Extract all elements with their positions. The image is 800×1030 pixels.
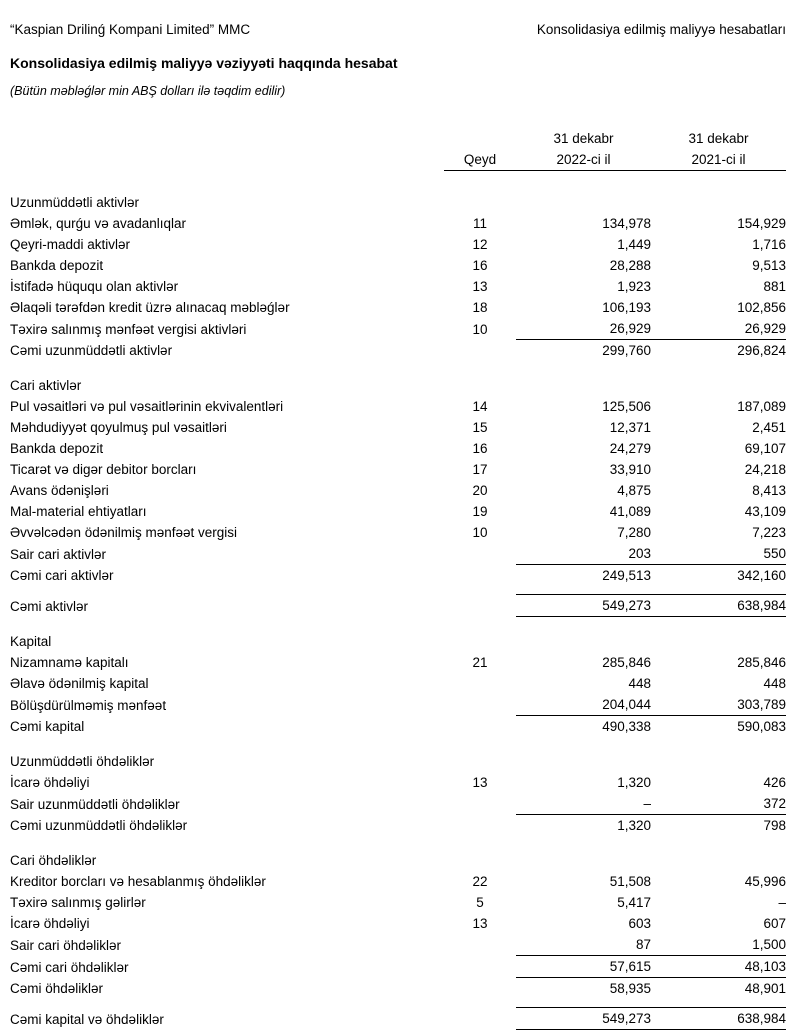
row-label: Məhdudiyyət qoyulmuş pul vəsaitləri — [10, 420, 227, 435]
spacer-row — [10, 617, 786, 632]
row-label: Sair cari aktivlər — [10, 546, 107, 562]
table-row — [10, 318, 786, 340]
total-row — [10, 956, 786, 978]
row-label: Pul vəsaitləri və pul vəsaitlərinin ekvivalentləri — [10, 399, 284, 414]
row-value-year2: 285,846 — [737, 655, 786, 670]
empty-y1 — [516, 751, 651, 772]
row-label: Əmlək, qurǵu və avadanlıqlar — [10, 216, 187, 231]
row-note — [444, 934, 516, 956]
row-note: 11 — [472, 216, 487, 231]
row-value-year1: 26,929 — [609, 321, 651, 336]
total-liabilities-value-year1: 58,935 — [516, 978, 651, 1000]
section-heading-row — [10, 751, 786, 772]
row-value-year2: 9,513 — [752, 258, 786, 273]
empty-note — [444, 751, 516, 772]
row-value-year2: 303,789 — [737, 697, 786, 712]
row-value-year1: 1,923 — [617, 279, 651, 294]
header-document-type: Konsolidasiya edilmiş maliyyə hesabatları — [536, 22, 786, 37]
total-value-year2: 590,083 — [651, 716, 786, 738]
row-label: Nizamnamə kapitalı — [10, 655, 129, 670]
row-label: Qeyri-maddi aktivlər — [10, 237, 131, 252]
row-note: 19 — [472, 504, 488, 519]
section-heading-equity: Kapital — [10, 634, 52, 649]
section-heading-noncurrent-assets: Uzunmüddətli aktivlər — [10, 195, 140, 210]
table-row — [10, 459, 786, 480]
row-label: Avans ödənişləri — [10, 483, 109, 498]
row-value-year2: 448 — [763, 676, 786, 691]
empty-y1 — [516, 631, 651, 652]
table-row — [10, 234, 786, 255]
row-note: 14 — [472, 399, 488, 414]
row-value-year2: 69,107 — [744, 441, 786, 456]
row-value-year2: 2,451 — [752, 420, 786, 435]
row-value-year2: 154,929 — [737, 216, 786, 231]
table-row — [10, 480, 786, 501]
row-label: Bankda depozit — [10, 258, 104, 273]
row-value-year1: 134,978 — [602, 216, 651, 231]
total-value-year2: 296,824 — [651, 340, 786, 362]
empty-note — [444, 850, 516, 871]
grand-total-equity-liabilities-value-year2: 638,984 — [651, 1008, 786, 1030]
row-value-year1: 448 — [628, 676, 651, 691]
row-value-year2: 1,500 — [752, 937, 786, 952]
table-row — [10, 522, 786, 543]
row-label: Kreditor borcları və hesablanmış öhdəliklər — [10, 874, 266, 889]
column-header-note: Qeyd — [463, 152, 497, 167]
row-value-year1: 24,279 — [609, 441, 651, 456]
row-label: Bölüşdürülməmiş mənfəət — [10, 697, 167, 713]
row-value-year1: 33,910 — [609, 462, 651, 477]
row-note — [444, 694, 516, 716]
table-header-row — [10, 128, 786, 171]
rule-note — [444, 171, 516, 179]
rule-year1 — [516, 171, 651, 179]
row-value-year2: 45,996 — [744, 874, 786, 889]
row-value-year1: 51,508 — [609, 874, 651, 889]
row-value-year1: 7,280 — [617, 525, 651, 540]
grand-total-equity-liabilities-note — [444, 1008, 516, 1030]
row-label: Bankda depozit — [10, 441, 104, 456]
financial-position-table — [10, 128, 786, 1030]
row-value-year1: 12,371 — [609, 420, 651, 435]
row-note: 10 — [472, 525, 488, 540]
row-value-year2: 24,218 — [744, 462, 786, 477]
table-row — [10, 694, 786, 716]
row-label: Ticarət və digər debitor borcları — [10, 462, 197, 477]
empty-note — [444, 375, 516, 396]
row-label: Sair cari öhdəliklər — [10, 937, 122, 953]
total-value-year1: 299,760 — [516, 340, 651, 362]
column-header-year2-line1: 31 dekabr — [688, 131, 749, 146]
row-note: 10 — [472, 321, 488, 337]
empty-y2 — [651, 751, 786, 772]
table-row — [10, 213, 786, 234]
row-note: 22 — [472, 874, 488, 889]
row-value-year1: 4,875 — [617, 483, 651, 498]
row-value-year2: 372 — [763, 796, 786, 811]
total-row — [10, 565, 786, 587]
table-row — [10, 673, 786, 694]
total-note — [444, 340, 516, 362]
empty-y2 — [651, 631, 786, 652]
grand-total-label: Cəmi aktivlər — [10, 598, 89, 614]
table-row — [10, 871, 786, 892]
row-note: 21 — [472, 655, 488, 670]
total-label: Cəmi cari öhdəliklər — [10, 959, 129, 975]
table-row — [10, 297, 786, 318]
row-value-year2: 102,856 — [737, 300, 786, 315]
section-heading-noncurrent-liabilities: Uzunmüddətli öhdəliklər — [10, 754, 155, 769]
section-heading-current-assets: Cari aktivlər — [10, 378, 82, 393]
row-label: Əvvəlcədən ödənilmiş mənfəət vergisi — [10, 525, 238, 540]
row-value-year1: 28,288 — [609, 258, 651, 273]
grand-total-row — [10, 1008, 786, 1030]
grand-total-value-year1: 549,273 — [516, 595, 651, 617]
grand-total-equity-liabilities-label: Cəmi kapital və öhdəliklər — [10, 1011, 164, 1027]
spacer-cell — [10, 999, 786, 1008]
spacer-cell — [10, 361, 786, 375]
table-row — [10, 793, 786, 815]
total-row — [10, 815, 786, 837]
section-heading-row — [10, 631, 786, 652]
spacer-cell — [10, 737, 786, 751]
table-row — [10, 255, 786, 276]
grand-total-value-year2: 638,984 — [651, 595, 786, 617]
row-note: 17 — [472, 462, 488, 477]
row-value-year1: 106,193 — [602, 300, 651, 315]
row-note: 15 — [472, 420, 488, 435]
row-value-year1: 1,449 — [617, 237, 651, 252]
row-value-year1: 203 — [628, 546, 651, 561]
header-spacer — [10, 128, 444, 171]
rule-year2 — [651, 171, 786, 179]
total-value-year1: 249,513 — [516, 565, 651, 587]
row-value-year2: 550 — [763, 546, 786, 561]
total-value-year2: 48,103 — [651, 956, 786, 978]
section-heading-row — [10, 375, 786, 396]
total-label: Cəmi cari aktivlər — [10, 568, 114, 583]
spacer-cell — [10, 178, 786, 192]
spacer-row — [10, 178, 786, 192]
column-header-year1 — [516, 128, 651, 171]
row-note: 16 — [472, 258, 488, 273]
empty-note — [444, 631, 516, 652]
table-row — [10, 913, 786, 934]
spacer-row — [10, 737, 786, 751]
row-value-year2: 26,929 — [744, 321, 786, 336]
row-value-year1: 125,506 — [602, 399, 651, 414]
spacer-cell — [10, 836, 786, 850]
section-heading-current-liabilities: Cari öhdəliklər — [10, 853, 97, 868]
row-label: İcarə öhdəliyi — [10, 775, 90, 790]
total-value-year2: 798 — [651, 815, 786, 837]
grand-total-note — [444, 595, 516, 617]
table-row — [10, 934, 786, 956]
table-row — [10, 438, 786, 459]
column-header-year1-line2: 2022-ci il — [556, 152, 611, 167]
row-note: 18 — [472, 300, 488, 315]
row-value-year2: 1,716 — [752, 237, 786, 252]
row-value-year2: 426 — [763, 775, 786, 790]
row-value-year1: 5,417 — [617, 895, 651, 910]
total-liabilities-note — [444, 978, 516, 1000]
page-title: Konsolidasiya edilmiş maliyyə vəziyyəti haqqında hesabat — [10, 55, 398, 71]
spacer-row — [10, 586, 786, 595]
empty-y1 — [516, 850, 651, 871]
table-row — [10, 772, 786, 793]
row-value-year1: 204,044 — [602, 697, 651, 712]
spacer-row — [10, 999, 786, 1008]
column-header-year2 — [651, 128, 786, 171]
section-heading-row — [10, 850, 786, 871]
header-rule-row — [10, 171, 786, 179]
empty-y2 — [651, 850, 786, 871]
empty-note — [444, 192, 516, 213]
total-liabilities-label: Cəmi öhdəliklər — [10, 981, 104, 996]
table-row — [10, 652, 786, 673]
row-value-year2: 607 — [763, 916, 786, 931]
page-subtitle: (Bütün məbləǵlər min ABŞ dolları ilə təqdim edilir) — [10, 84, 286, 98]
row-value-year1: 1,320 — [617, 775, 651, 790]
spacer-cell — [10, 617, 786, 632]
row-note: 5 — [476, 895, 484, 910]
section-heading-row — [10, 192, 786, 213]
empty-y1 — [516, 375, 651, 396]
total-value-year2: 342,160 — [651, 565, 786, 587]
row-value-year2: 187,089 — [737, 399, 786, 414]
row-value-year1: 285,846 — [602, 655, 651, 670]
total-liabilities-value-year2: 48,901 — [651, 978, 786, 1000]
row-note: 20 — [472, 483, 488, 498]
total-note — [444, 815, 516, 837]
row-label: Əlavə ödənilmiş kapital — [10, 676, 149, 691]
total-row — [10, 716, 786, 738]
grand-total-row — [10, 595, 786, 617]
total-note — [444, 956, 516, 978]
row-value-year1: 603 — [628, 916, 651, 931]
total-row — [10, 340, 786, 362]
row-value-year1: – — [643, 796, 651, 811]
table-row — [10, 543, 786, 565]
empty-y2 — [651, 375, 786, 396]
spacer-row — [10, 361, 786, 375]
grand-total-equity-liabilities-value-year1: 549,273 — [516, 1008, 651, 1030]
row-label: Təxirə salınmış mənfəət vergisi aktivləri — [10, 321, 247, 337]
table-row — [10, 396, 786, 417]
row-label: İstifadə hüququ olan aktivlər — [10, 279, 179, 294]
column-header-year2-line2: 2021-ci il — [691, 152, 746, 167]
total-value-year1: 490,338 — [516, 716, 651, 738]
column-header-year1-line1: 31 dekabr — [553, 131, 614, 146]
spacer-cell — [10, 586, 786, 595]
total-value-year1: 1,320 — [516, 815, 651, 837]
total-label: Cəmi kapital — [10, 719, 85, 734]
rule-spacer — [10, 171, 444, 179]
total-label: Cəmi uzunmüddətli öhdəliklər — [10, 818, 188, 833]
table-row — [10, 892, 786, 913]
row-note — [444, 543, 516, 565]
row-label: İcarə öhdəliyi — [10, 916, 90, 931]
table-row — [10, 417, 786, 438]
row-note — [444, 793, 516, 815]
row-note: 16 — [472, 441, 488, 456]
total-value-year1: 57,615 — [516, 956, 651, 978]
row-value-year2: 8,413 — [752, 483, 786, 498]
total-note — [444, 716, 516, 738]
row-label: Mal-material ehtiyatları — [10, 504, 147, 519]
row-note: 13 — [472, 775, 488, 790]
row-label: Əlaqəli tərəfdən kredit üzrə alınacaq məbləǵlər — [10, 300, 290, 315]
table-row — [10, 276, 786, 297]
row-label: Sair uzunmüddətli öhdəliklər — [10, 796, 180, 812]
row-value-year2: 7,223 — [752, 525, 786, 540]
row-note — [444, 673, 516, 694]
row-value-year1: 41,089 — [609, 504, 651, 519]
row-value-year2: 43,109 — [744, 504, 786, 519]
page-header — [10, 22, 786, 37]
row-value-year2: – — [778, 895, 786, 910]
table-row — [10, 501, 786, 522]
header-company-name: “Kaspian Drilinǵ Kompani Limited” MMC — [10, 22, 251, 37]
row-value-year1: 87 — [635, 937, 651, 952]
total-row — [10, 978, 786, 1000]
empty-y1 — [516, 192, 651, 213]
row-note: 12 — [472, 237, 488, 252]
total-label: Cəmi uzunmüddətli aktivlər — [10, 343, 173, 358]
row-note: 13 — [472, 916, 488, 931]
row-label: Təxirə salınmış gəlirlər — [10, 895, 146, 910]
spacer-row — [10, 836, 786, 850]
row-value-year2: 881 — [763, 279, 786, 294]
empty-y2 — [651, 192, 786, 213]
total-note — [444, 565, 516, 587]
row-note: 13 — [472, 279, 488, 294]
